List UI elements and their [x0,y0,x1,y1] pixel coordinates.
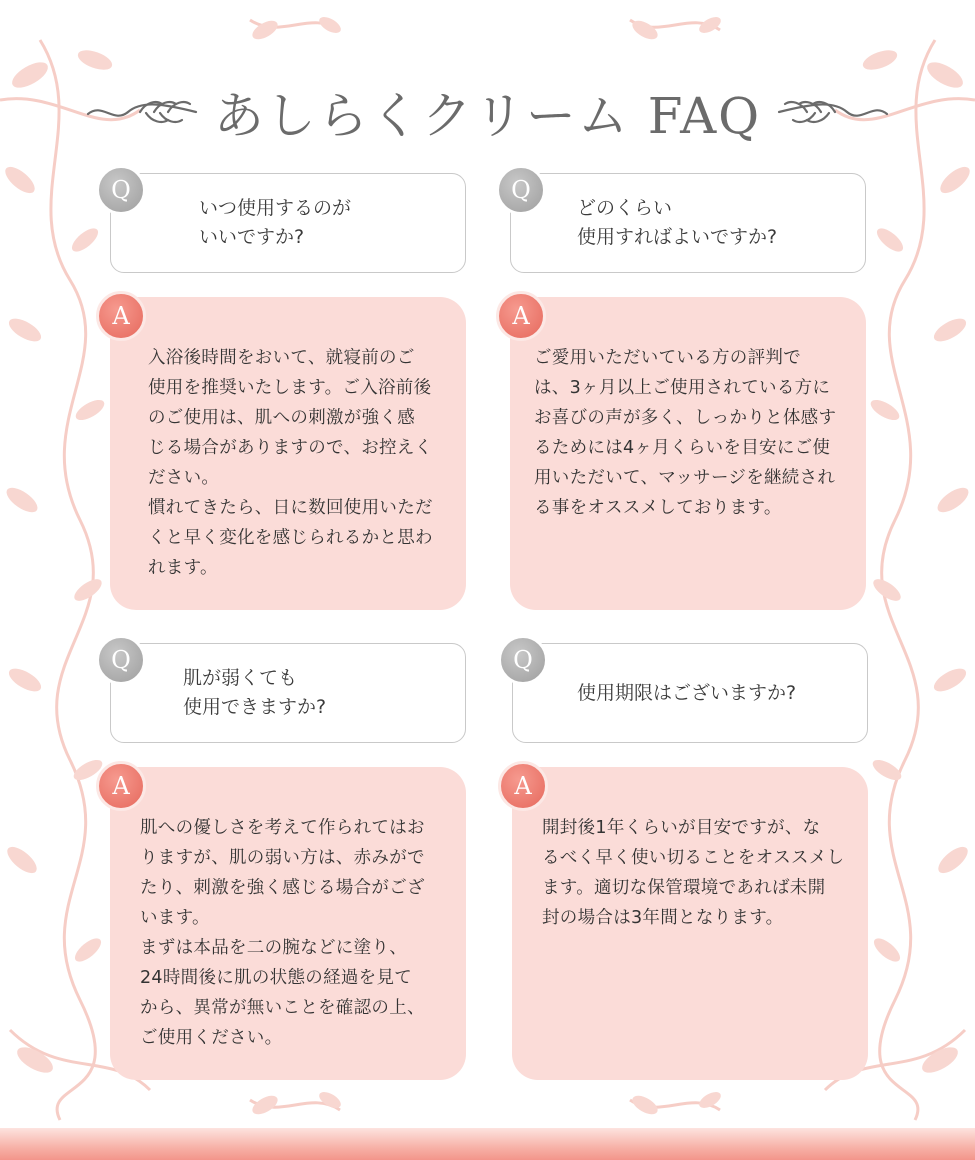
faq-1-question-text: いつ使用するのが いいですか? [199,197,352,248]
faq-3-question-box [110,643,466,743]
faq-1-a-badge: A [96,291,146,341]
bottom-gradient-band [0,1128,975,1160]
faq-4-answer-text: 開封後1年くらいが目安ですが、な るべく早く使い切ることをオススメし ます。適切な保管環境であれば未開 封の場合は3年間となります。 [542,818,845,928]
faq-1-answer-box [110,297,466,610]
faq-2-question-text: どのくらい 使用すればよいですか? [577,197,778,248]
faq-3-answer-box [110,767,466,1080]
faq-4-question-text: 使用期限はございますか? [577,681,797,704]
faq-2-q-badge: Q [496,165,546,215]
faq-2-answer-text: ご愛用いただいている方の評判で は、3ヶ月以上ご使用されている方に お喜びの声が多く、しっかりと体感す るためには4ヶ月くらいを目安にご使 用いただいて、マッサージを継続され る事をオススメしております。 [534,348,837,518]
faq-1-answer-text: 入浴後時間をおいて、就寝前のご 使用を推奨いたします。ご入浴前後 のご使用は、肌への刺激が強く感 じる場合がありますので、お控えく ださい。 慣れてきたら、日に数回使用いただ くと早く変化を感じられるかと思わ れます。 [148,348,433,578]
left-flourish-icon [84,94,200,130]
faq-4-question-box [512,643,868,743]
faq-1-question-box [110,173,466,273]
faq-3-answer-text: 肌への優しさを考えて作られてはお りますが、肌の弱い方は、赤みがで たり、刺激を強く感じる場合がござ います。 まずは本品を二の腕などに塗り、 24時間後に肌の状態の経過を見て から、異常が無いことを確認の上、 ご使用ください。 [140,818,425,1048]
title-row [0,72,975,152]
faq-3-q-badge: Q [96,635,146,685]
faq-3-question-text: 肌が弱くても 使用できますか? [183,667,327,718]
right-flourish-icon [775,94,891,130]
page-title: あしらくクリーム FAQ [213,87,762,145]
faq-3-a-badge: A [96,761,146,811]
faq-4-answer-box [512,767,868,1080]
faq-4-q-badge: Q [498,635,548,685]
faq-2-answer-box [510,297,866,610]
faq-2-question-box [510,173,866,273]
faq-4-a-badge: A [498,761,548,811]
faq-2-a-badge: A [496,291,546,341]
faq-1-q-badge: Q [96,165,146,215]
